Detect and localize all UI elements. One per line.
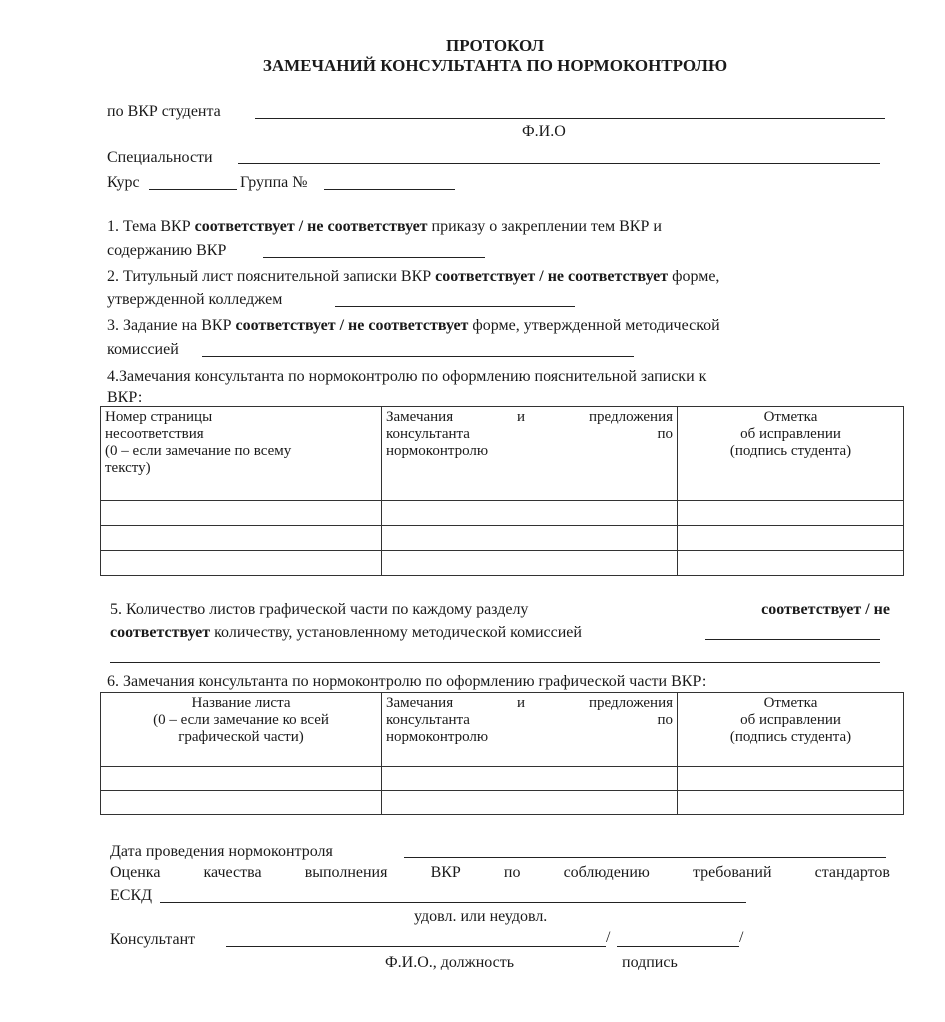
table-row: [101, 551, 904, 576]
table-cell[interactable]: [382, 791, 678, 815]
item3-field[interactable]: [202, 356, 634, 357]
consultant-label: Консультант: [110, 931, 196, 948]
table-cell[interactable]: [101, 501, 382, 526]
table-cell[interactable]: [678, 526, 904, 551]
consultant-signature-field[interactable]: [617, 946, 739, 947]
table-cell[interactable]: [382, 767, 678, 791]
table-cell[interactable]: [101, 767, 382, 791]
doc-title-line2: ЗАМЕЧАНИЙ КОНСУЛЬТАНТА ПО НОРМОКОНТРОЛЮ: [262, 56, 728, 75]
table2-header-mark: Отметка об исправлении (подпись студента): [678, 693, 904, 767]
item4-line1: 4.Замечания консультанта по нормоконтролю по оформлению пояснительной записки к: [107, 368, 707, 385]
fio-position-caption: Ф.И.О., должность: [385, 954, 515, 971]
consultant-name-field[interactable]: [226, 946, 606, 947]
table-row: [101, 791, 904, 815]
table2-header-remarks: Замечания и предложения консультанта по нормоконтролю: [382, 693, 678, 767]
table-cell[interactable]: [678, 501, 904, 526]
table-row: [101, 767, 904, 791]
signature-caption: подпись: [622, 954, 678, 971]
item3-line2: комиссией: [107, 341, 179, 358]
item2-line1: 2. Титульный лист пояснительной записки ВКР соответствует / не соответствует форме,: [107, 268, 720, 285]
item1-line1: 1. Тема ВКР соответствует / не соответствует приказу о закреплении тем ВКР и: [107, 218, 662, 235]
table1-header-remarks: Замечания и предложения консультанта по нормоконтролю: [382, 407, 678, 501]
graphic-part-remarks-table: [100, 692, 904, 815]
table-cell[interactable]: [678, 767, 904, 791]
course-field[interactable]: [149, 189, 237, 190]
item5-extra-field[interactable]: [110, 662, 880, 663]
group-label: Группа №: [240, 174, 308, 191]
table-row: [101, 526, 904, 551]
table-cell[interactable]: [101, 791, 382, 815]
quality-line1: Оценка качества выполнения ВКР по соблюдению требований стандартов: [110, 864, 890, 881]
table1-header-page: Номер страницы несоответствия (0 – если замечание по всему тексту): [101, 407, 382, 501]
table-row: [101, 501, 904, 526]
doc-title-line1: ПРОТОКОЛ: [445, 36, 544, 55]
item3-line1: 3. Задание на ВКР соответствует / не соответствует форме, утвержденной методической: [107, 317, 720, 334]
quality-field[interactable]: [160, 902, 746, 903]
item5-line1: 5. Количество листов графической части по каждому разделу соответствует / не: [110, 601, 890, 618]
table-cell[interactable]: [101, 526, 382, 551]
vkr-student-label: по ВКР студента: [107, 103, 221, 120]
date-label: Дата проведения нормоконтроля: [110, 843, 333, 860]
item2-line2: утвержденной колледжем: [107, 291, 283, 308]
table-cell[interactable]: [382, 501, 678, 526]
item6-line: 6. Замечания консультанта по нормоконтролю по оформлению графической части ВКР:: [107, 673, 707, 690]
fio-caption: Ф.И.О: [522, 123, 566, 140]
explanatory-note-remarks-table: [100, 406, 904, 576]
item5-line2: соответствует количеству, установленному методической комиссией: [110, 624, 582, 641]
specialty-label: Специальности: [107, 149, 213, 166]
item1-field[interactable]: [263, 257, 485, 258]
grade-caption: удовл. или неудовл.: [414, 908, 548, 925]
group-field[interactable]: [324, 189, 455, 190]
specialty-field[interactable]: [238, 163, 880, 164]
item1-line2: содержанию ВКР: [107, 242, 227, 259]
table-cell[interactable]: [382, 526, 678, 551]
student-name-field[interactable]: [255, 118, 885, 119]
table-cell[interactable]: [678, 551, 904, 576]
table1-header-mark: Отметка об исправлении (подпись студента): [678, 407, 904, 501]
table2-header-sheet: Название листа (0 – если замечание ко всей графической части): [101, 693, 382, 767]
table-cell[interactable]: [101, 551, 382, 576]
table-cell[interactable]: [382, 551, 678, 576]
item4-line2: ВКР:: [107, 389, 143, 406]
quality-label-eskd: ЕСКД: [110, 887, 153, 904]
item2-field[interactable]: [335, 306, 575, 307]
date-field[interactable]: [404, 857, 886, 858]
course-label: Курс: [107, 174, 140, 191]
table-cell[interactable]: [678, 791, 904, 815]
item5-field[interactable]: [705, 639, 880, 640]
